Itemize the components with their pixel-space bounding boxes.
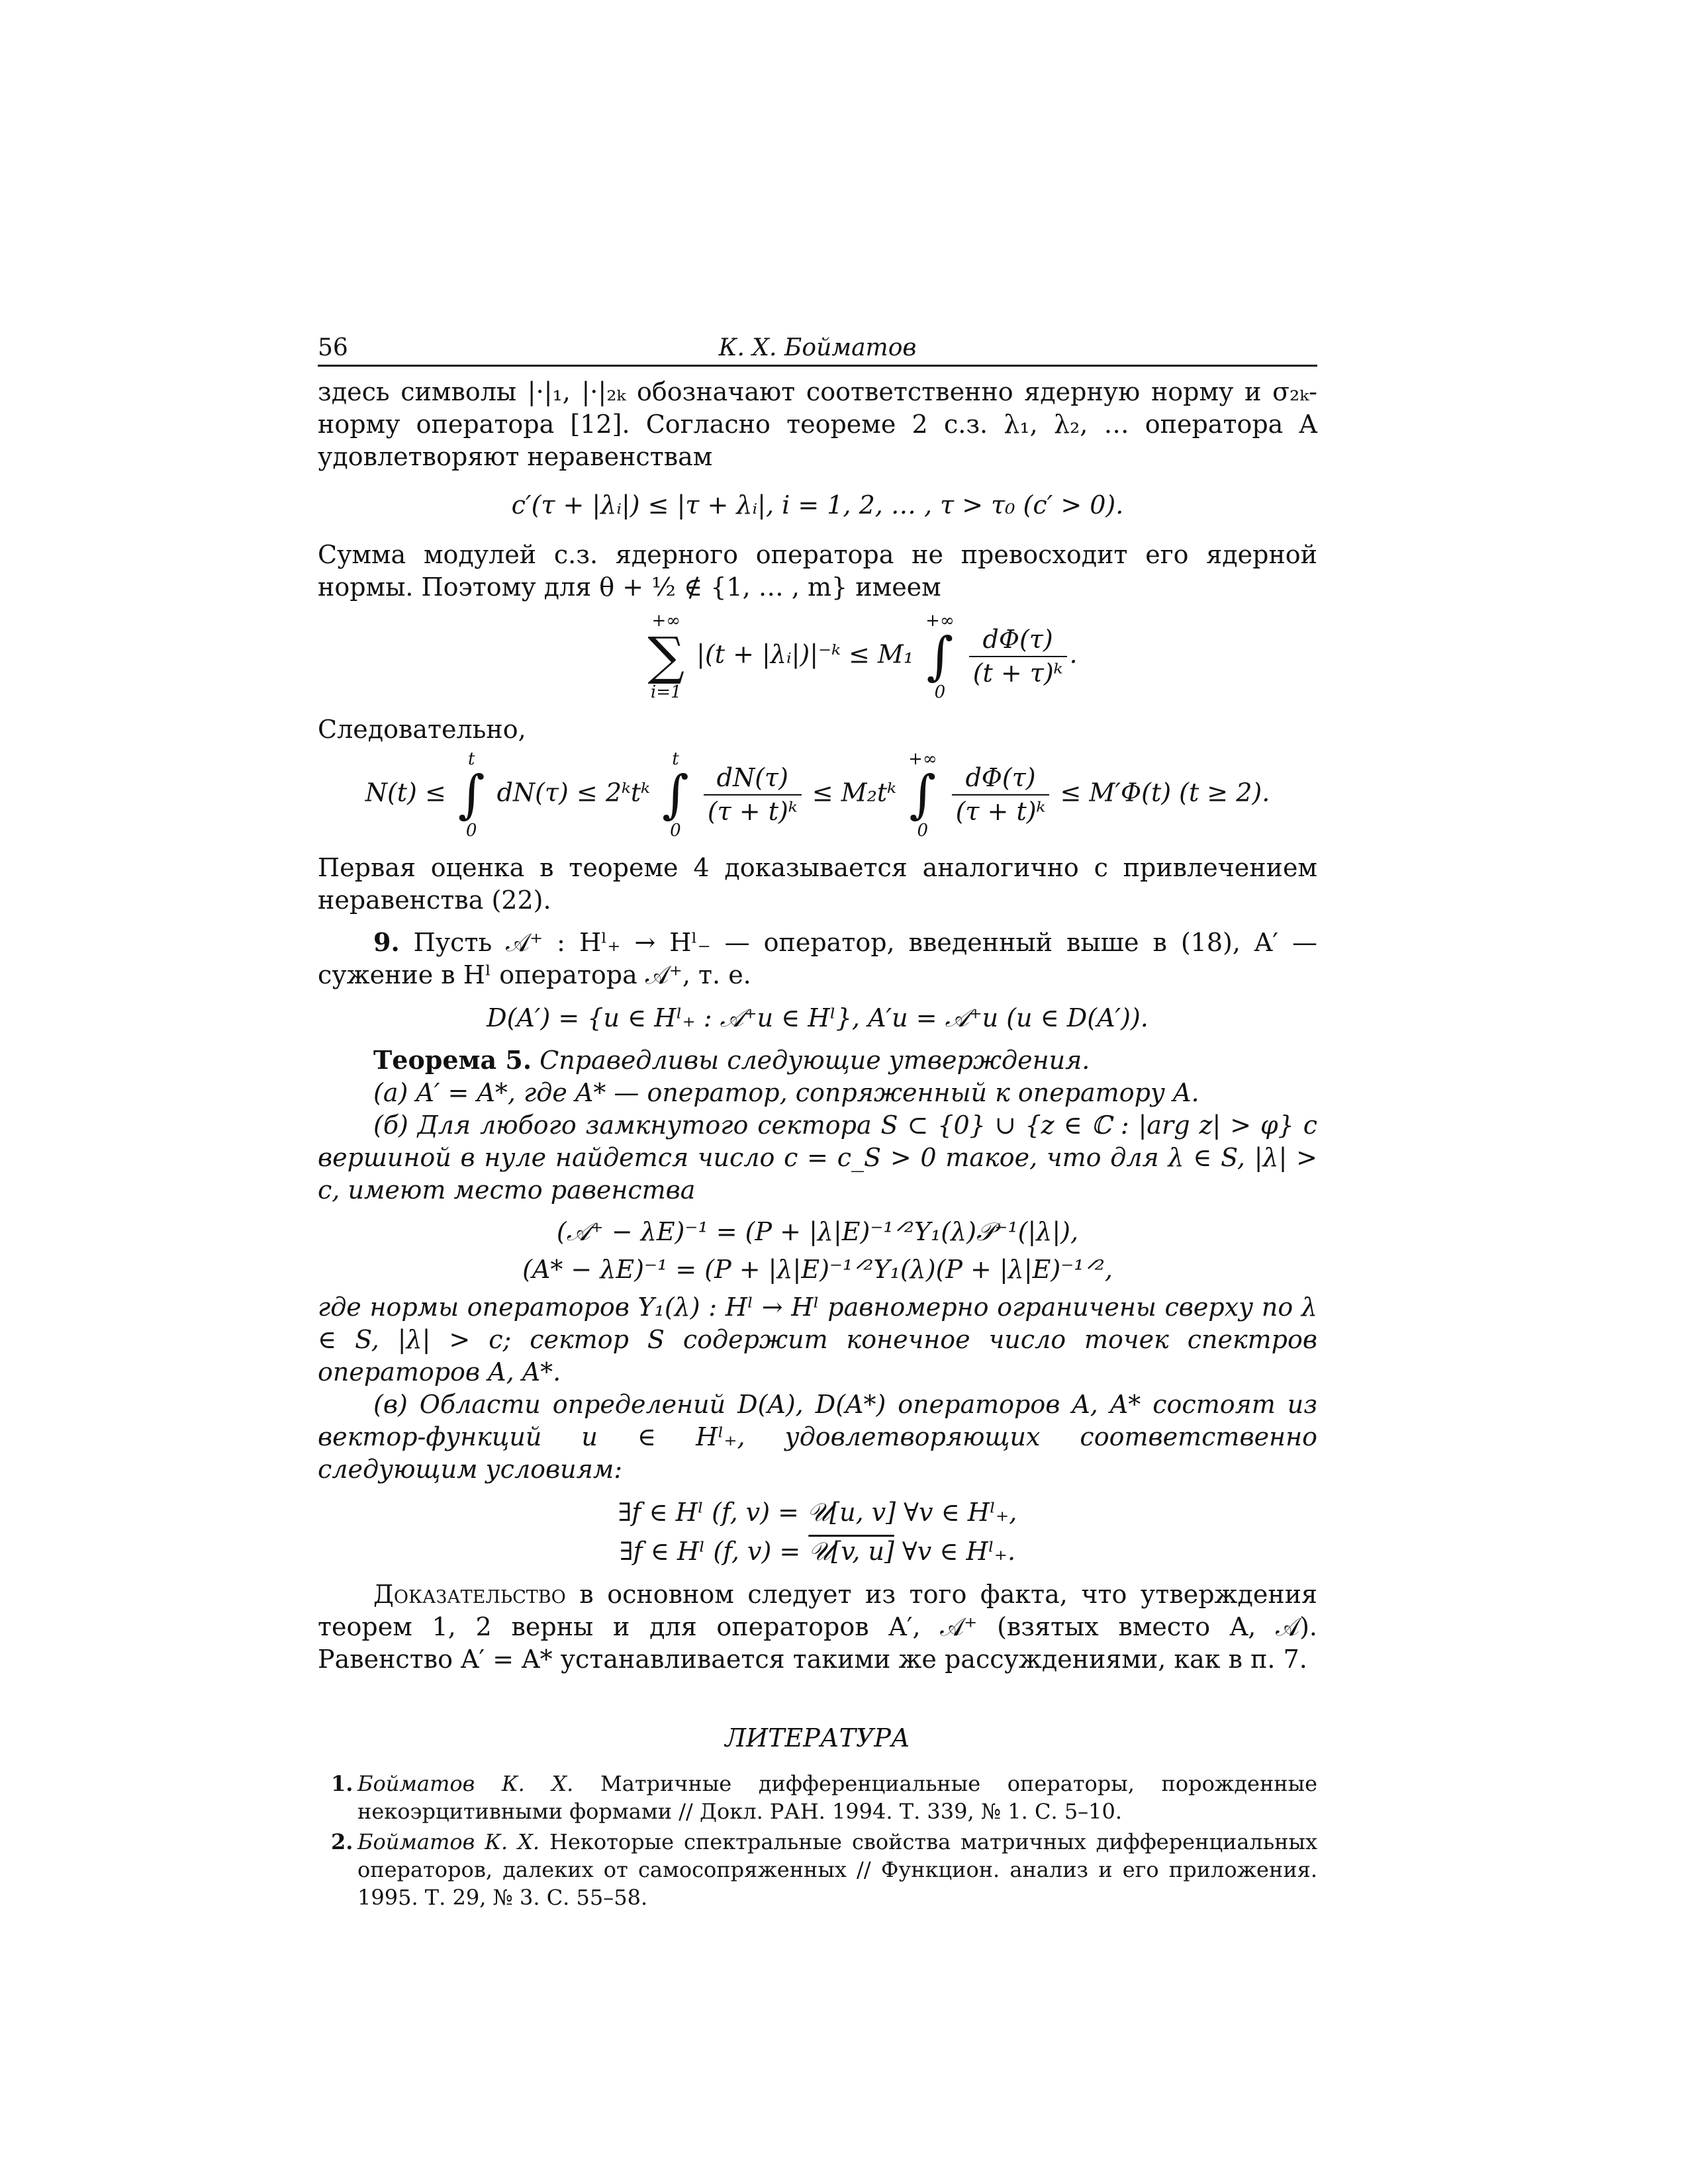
equation-part: ∃f ∈ Hˡ (f, v) = — [619, 1537, 809, 1566]
fraction — [704, 762, 802, 828]
reference-text: Некоторые спектральные свойства матричных дифференциальных операторов, далеких от самосопряженных // Функцион. анализ и его приложения. 1995. Т. 29, № 3. С. 55–58. — [357, 1829, 1318, 1910]
integral-operator: +∞ ∫ 0 — [925, 611, 955, 702]
fraction-denominator: (τ + t)ᵏ — [955, 797, 1046, 826]
fraction-numerator: dΦ(τ) — [969, 623, 1067, 657]
equation-part: ∀v ∈ Hˡ₊. — [894, 1537, 1016, 1566]
equation-sum-estimate — [318, 612, 1317, 702]
equation-resolvent-1: (𝒜⁺ − λE)⁻¹ = (P + |λ|E)⁻¹ᐟ²Y₁(λ)𝒫⁻¹(|λ|), — [556, 1217, 1079, 1246]
reference-number: 2. — [331, 1829, 353, 1854]
fraction-numerator: dΦ(τ) — [952, 762, 1050, 796]
theorem-heading — [318, 1044, 1317, 1077]
proof-text: в основном следует из того факта, что утверждения теорем 1, 2 верны и для операторов A′, 𝒜⁺ (взятых вместо A, 𝒜). Равенство A′ = A* устанавливается такими же рассуждениями, как в п. 7. — [318, 1580, 1317, 1674]
integral-operator: t ∫ 0 — [457, 749, 485, 841]
integral-upper-limit: t — [467, 749, 475, 769]
theorem-item-c: (в) Области определений D(A), D(A*) операторов A, A* состоят из вектор-функций u ∈ Hˡ₊, удовлетворяющих соответственно следующим условиям: — [318, 1390, 1317, 1484]
reference-number: 1. — [331, 1771, 353, 1796]
page-number: 56 — [318, 334, 348, 361]
section-number: 9. — [373, 927, 400, 957]
fraction-denominator: (τ + t)ᵏ — [707, 797, 798, 826]
equation-resolvent-2: (A* − λE)⁻¹ = (P + |λ|E)⁻¹ᐟ²Y₁(λ)(P + |λ|E)⁻¹ᐟ², — [522, 1255, 1113, 1284]
integral-lower-limit: 0 — [934, 682, 946, 702]
page — [318, 334, 1317, 1914]
integral-lower-limit: 0 — [917, 821, 929, 841]
equation-counting-function — [318, 750, 1317, 840]
equation-domain: D(A′) = {u ∈ Hˡ₊ : 𝒜⁺u ∈ Hˡ}, A′u = 𝒜⁺u (u ∈ D(A′)). — [487, 1003, 1149, 1032]
paragraph-first-estimate: Первая оценка в теореме 4 доказывается аналогично с привлечением неравенства (22). — [318, 853, 1317, 915]
integral-upper-limit: +∞ — [908, 749, 937, 769]
reference-item — [318, 1828, 1317, 1911]
paragraph-section-9 — [318, 926, 1317, 991]
reference-author: Бойматов К. Х. — [357, 1829, 540, 1854]
integral-operator: t ∫ 0 — [662, 749, 689, 841]
equation-eigen-inequality: c′(τ + |λᵢ|) ≤ |τ + λᵢ|, i = 1, 2, … , τ > τ₀ (c′ > 0). — [511, 490, 1124, 520]
running-author: К. Х. Бойматов — [718, 334, 917, 361]
theorem-intro: Справедливы следующие утверждения. — [539, 1046, 1090, 1075]
paragraph-norms: здесь символы |·|₁, |·|₂ₖ обозначают соответственно ядерную норму и σ₂ₖ-норму оператора [12]. Согласно теореме 2 с.з. λ₁, λ₂, … оператора A удовлетворяют неравенствам — [318, 377, 1317, 471]
section-9-text: Пусть 𝒜⁺ : Hˡ₊ → Hˡ₋ — оператор, введенный выше в (18), A′ — сужение в Hˡ оператора 𝒜⁺, т. е. — [318, 928, 1317, 989]
theorem-item-b-continued: где нормы операторов Y₁(λ) : Hˡ → Hˡ равномерно ограничены сверху по λ ∈ S, |λ| > c; сектор S содержит конечное число точек спектров операторов A, A*. — [318, 1293, 1317, 1387]
integral-operator: +∞ ∫ 0 — [908, 749, 937, 841]
theorem-title: Теорема 5. — [373, 1045, 532, 1075]
integral-lower-limit: 0 — [670, 821, 681, 841]
reference-text: Матричные дифференциальные операторы, порожденные некоэрцитивными формами // Докл. РАН. 1994. Т. 339, № 1. С. 5–10. — [357, 1771, 1318, 1824]
fraction-numerator: dN(τ) — [704, 762, 802, 796]
equation-domain-condition-1: ∃f ∈ Hˡ (f, v) = 𝒰[u, v] ∀v ∈ Hˡ₊, — [618, 1498, 1017, 1527]
sum-operator: +∞ ∑ i=1 — [647, 611, 685, 702]
theorem-item-a: (а) A′ = A*, где A* — оператор, сопряженный к оператору A. — [373, 1078, 1199, 1107]
reference-author: Бойматов К. Х. — [357, 1771, 574, 1796]
paragraph-sum-moduli: Сумма модулей с.з. ядерного оператора не превосходит его ядерной нормы. Поэтому для θ + ½ ∉ {1, … , m} имеем — [318, 540, 1317, 602]
fraction — [952, 762, 1050, 828]
theorem-item-b: (б) Для любого замкнутого сектора S ⊂ {0} ∪ {z ∈ ℂ : |arg z| > φ} с вершиной в нуле найдется число c = c_S > 0 такое, что для λ ∈ S, |λ| > c, имеют место равенства — [318, 1111, 1317, 1205]
equation-term: ≤ M₂tᵏ — [812, 778, 896, 807]
equation-term: dN(τ) ≤ 2ᵏtᵏ — [496, 778, 651, 807]
equation-lhs: N(t) ≤ — [365, 778, 446, 807]
proof-paragraph — [318, 1578, 1317, 1676]
equation-overline-part: 𝒰[v, u] — [808, 1537, 894, 1566]
equation-domain-condition-2 — [318, 1535, 1317, 1568]
running-header — [318, 334, 1317, 367]
fraction-denominator: (t + τ)ᵏ — [972, 659, 1063, 688]
integral-lower-limit: 0 — [465, 821, 477, 841]
proof-label: Доказательство — [373, 1580, 566, 1609]
equation-tail: ≤ M′Φ(t) (t ≥ 2). — [1060, 778, 1270, 807]
paragraph-therefore: Следовательно, — [318, 715, 526, 744]
sum-lower-limit: i=1 — [650, 682, 682, 702]
references-heading: ЛИТЕРАТУРА — [725, 1723, 910, 1752]
integral-upper-limit: +∞ — [925, 611, 955, 631]
sum-summand: |(t + |λᵢ|)|⁻ᵏ ≤ M₁ — [696, 639, 914, 669]
integral-upper-limit: t — [672, 749, 679, 769]
equation-punctuation: . — [1069, 639, 1078, 669]
sum-upper-limit: +∞ — [651, 611, 680, 631]
fraction — [969, 623, 1067, 690]
reference-item — [318, 1770, 1317, 1825]
